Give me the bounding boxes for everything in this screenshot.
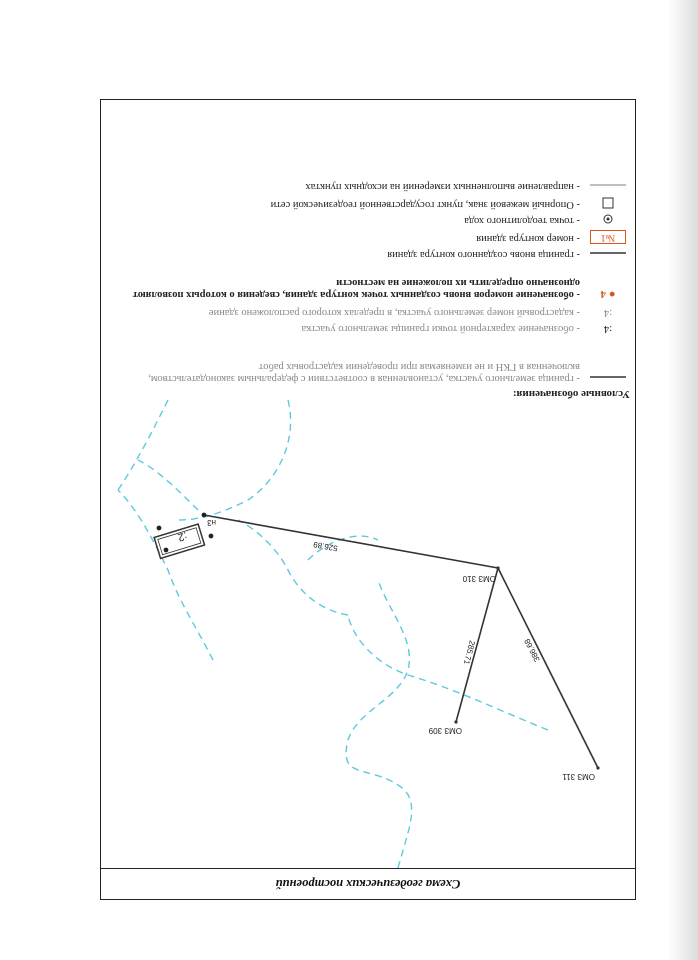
boundary-line-5 <box>238 520 348 615</box>
distance-311-310-label: 386.68 <box>522 637 542 664</box>
legend-text: - точка теодолитного хода <box>464 215 580 226</box>
line-310-h3 <box>204 515 498 568</box>
parcel-boundaries <box>118 400 548 868</box>
station-markers <box>454 566 599 769</box>
legend-item-cadastral <box>100 302 636 318</box>
boundary-line-6 <box>178 400 291 520</box>
legend-item-point <box>100 318 636 334</box>
vertex-2 <box>157 526 162 531</box>
solid-line-symbol <box>588 370 628 384</box>
line-311-310 <box>498 568 598 768</box>
legend-text: - направление выполненных измерений на исходных пунктах <box>305 181 580 192</box>
boundary-line-3 <box>118 490 213 660</box>
legend-item-parcel-boundary <box>100 361 636 384</box>
vertex-4 <box>209 534 214 539</box>
survey-mark-symbol <box>588 196 628 210</box>
contour-line-symbol <box>588 246 628 260</box>
legend-text: - номер контура здания <box>476 233 580 244</box>
station-310-label: ОМЗ 310 <box>462 574 496 583</box>
legend-symbol: ● 4 <box>600 288 616 300</box>
legend-text: - Опорный межевой знак, пункт государственной геодезической сети <box>270 199 580 210</box>
traverse-point-symbol <box>588 212 628 226</box>
boundary-line-8 <box>138 460 198 510</box>
station-311-marker <box>596 766 599 769</box>
legend-item-traverse-point <box>100 210 636 226</box>
boundary-line-1 <box>346 580 412 868</box>
legend-text: - граница земельного участка, установленная в соответствии с федеральным законодательством, включенная в ГКН и не изменяемая при проведении кадастровых работ <box>148 361 580 384</box>
sheet-title: Схема геодезических построений <box>100 868 636 900</box>
legend-item-contour-number <box>100 228 636 244</box>
station-310-marker <box>496 566 499 569</box>
station-309-label: ОМЗ 309 <box>428 726 462 735</box>
legend-text: - обозначение характерной точки границы земельного участка <box>301 323 580 334</box>
boundary-line-4 <box>118 400 168 490</box>
legend-symbol: №1 <box>590 230 626 244</box>
distance-309-310-label: 285.71 <box>461 639 477 666</box>
point-h3-label: н3 <box>207 518 216 527</box>
traverse <box>204 515 598 768</box>
distance-310-h3-label: 526.89 <box>312 539 339 553</box>
legend-title: Условные обозначения: <box>512 388 630 400</box>
legend-item-survey-mark <box>100 194 636 210</box>
vertex-3 <box>164 548 169 553</box>
legend-symbol: :4 <box>603 323 613 334</box>
boundary-line-2 <box>348 615 548 730</box>
legend-text: - кадастровый номер земельного участка, в пределах которого расположено здание <box>208 307 580 318</box>
legend-item-vertex-number <box>100 277 636 300</box>
legend-symbol: :4 <box>603 307 613 318</box>
measurement-line-symbol <box>588 178 628 192</box>
vertex-1 <box>202 513 207 518</box>
station-309-marker <box>454 720 457 723</box>
legend-item-contour <box>100 244 636 260</box>
legend-text: - обозначение номеров вновь созданных точек контура здания, сведения о которых позволяют однозначно определить их положение на местности <box>132 277 580 300</box>
legend-text: - граница вновь созданного контура здания <box>387 249 580 260</box>
line-309-310 <box>456 568 498 722</box>
legend-item-measurement <box>100 176 636 192</box>
building-number-label: :2 <box>176 529 189 544</box>
station-311-label: ОМЗ 311 <box>562 772 595 781</box>
